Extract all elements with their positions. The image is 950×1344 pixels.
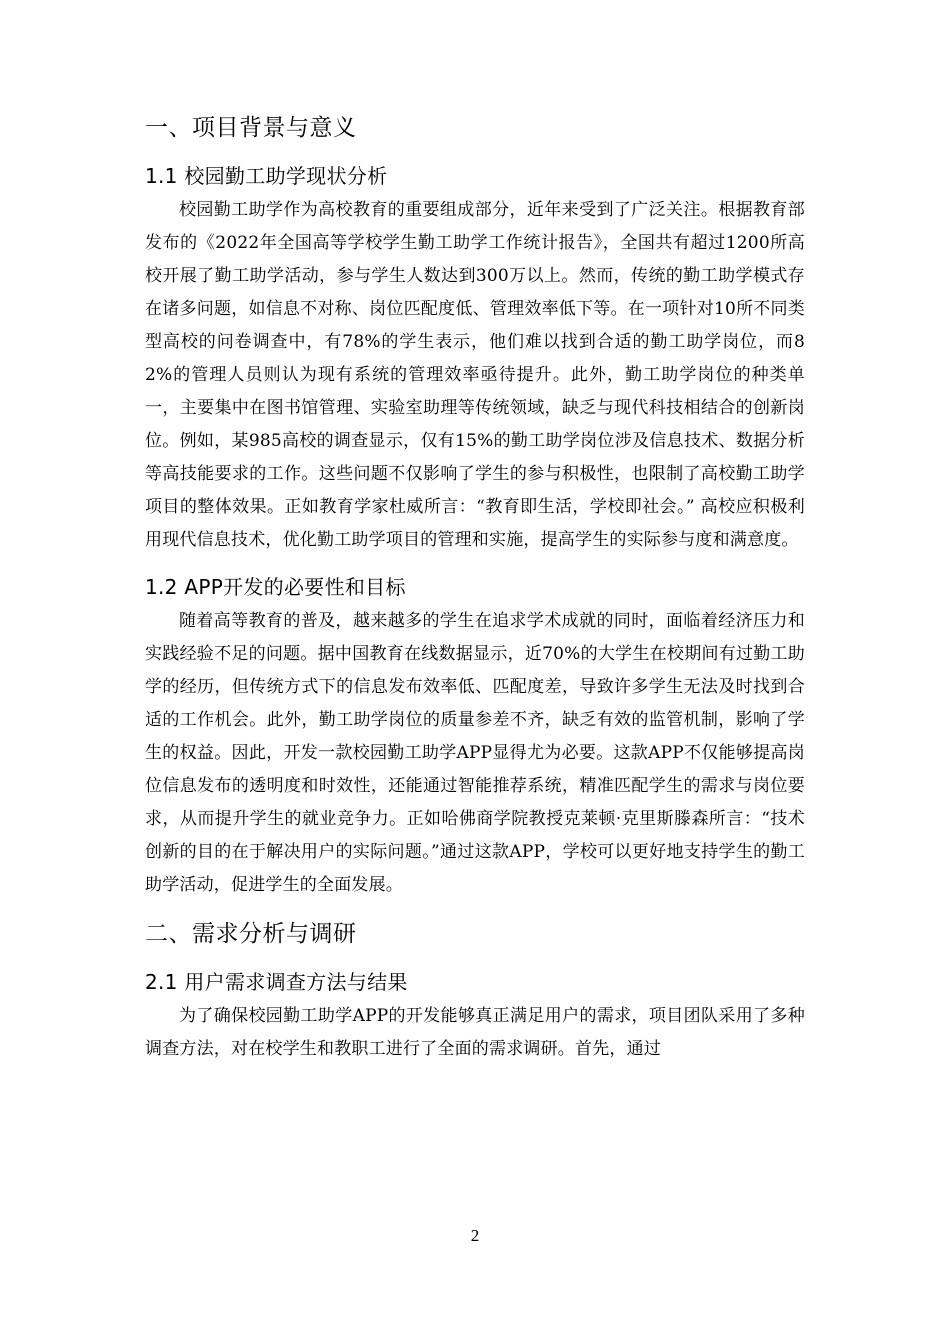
page-content: [145, 108, 805, 1066]
section-title: 1.2 APP开发的必要性和目标: [145, 575, 406, 599]
body-paragraph: 随着高等教育的普及，越来越多的学生在追求学术成就的同时，面临着经济压力和实践经验不足的问题。据中国教育在线数据显示，近70%的大学生在校期间有过勤工助学的经历，但传统方式下的信息发布效率低、匹配度差，导致许多学生无法及时找到合适的工作机会。此外，勤工助学岗位的质量参差不齐，缺乏有效的监管机制，影响了学生的权益。因此，开发一款校园勤工助学APP显得尤为必要。这款APP不仅能够提高岗位信息发布的透明度和时效性，还能通过智能推荐系统，精准匹配学生的需求与岗位要求，从而提升学生的就业竞争力。正如哈佛商学院教授克莱顿·克里斯滕森所言：“技术创新的目的在于解决用户的实际问题。”通过这款APP，学校可以更好地支持学生的勤工助学活动，促进学生的全面发展。: [145, 611, 805, 895]
body-paragraph: 为了确保校园勤工助学APP的开发能够真正满足用户的需求，项目团队采用了多种调查方法，对在校学生和教职工进行了全面的需求调研。首先，通过: [145, 1006, 805, 1059]
page-number: 2: [470, 1226, 480, 1245]
section-title: 1.1 校园勤工助学现状分析: [145, 164, 388, 188]
body-paragraph: 校园勤工助学作为高校教育的重要组成部分，近年来受到了广泛关注。根据教育部发布的《2022年全国高等学校学生勤工助学工作统计报告》，全国共有超过1200所高校开展了勤工助学活动，参与学生人数达到300万以上。然而，传统的勤工助学模式存在诸多问题，如信息不对称、岗位匹配度低、管理效率低下等。在一项针对10所不同类型高校的问卷调查中，有78%的学生表示，他们难以找到合适的勤工助学岗位，而82%的管理人员则认为现有系统的管理效率亟待提升。此外，勤工助学岗位的种类单一，主要集中在图书馆管理、实验室助理等传统领域，缺乏与现代科技相结合的创新岗位。例如，某985高校的调查显示，仅有15%的勤工助学岗位涉及信息技术、数据分析等高技能要求的工作。这些问题不仅影响了学生的参与积极性，也限制了高校勤工助学项目的整体效果。正如教育学家杜威所言：“教育即生活，学校即社会。” 高校应积极利用现代信息技术，优化勤工助学项目的管理和实施，提高学生的实际参与度和满意度。: [145, 200, 805, 550]
chapter-title: 二、需求分析与调研: [145, 921, 357, 947]
section-title: 2.1 用户需求调查方法与结果: [145, 970, 408, 994]
chapter-title: 一、项目背景与意义: [145, 115, 357, 141]
